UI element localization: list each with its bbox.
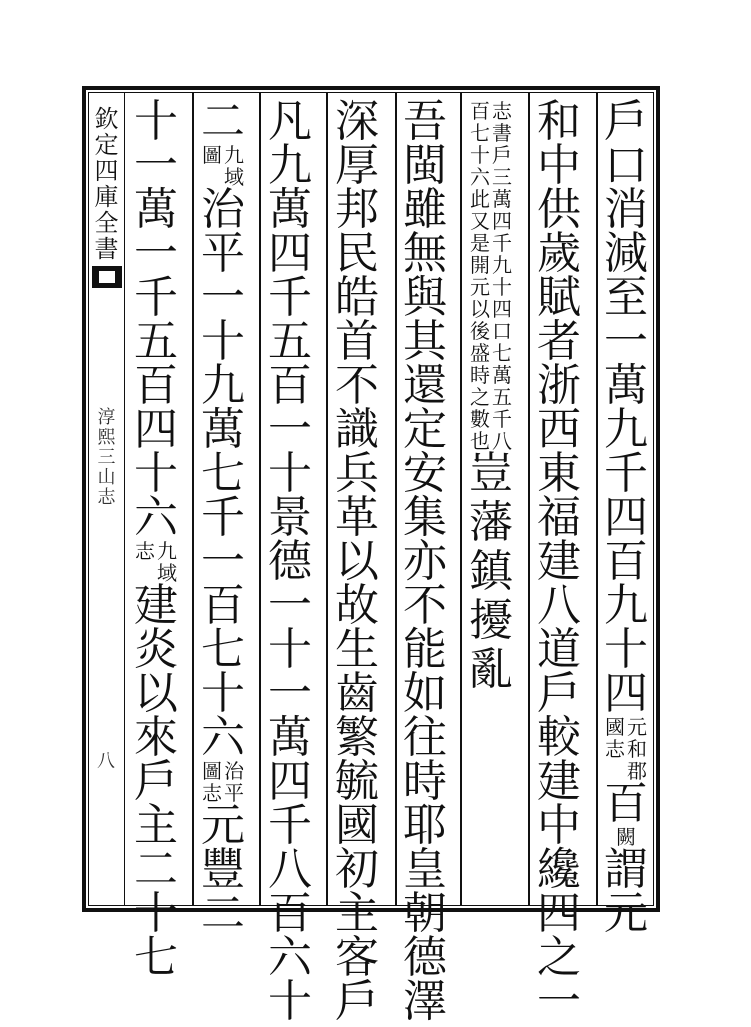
annotation-char: 數 [470, 407, 490, 431]
main-text-char: 七 [201, 624, 245, 675]
text-column-6 [262, 96, 318, 1027]
main-text-char: 謂 [604, 844, 648, 895]
main-text-char: 百 [134, 360, 178, 411]
main-text-char: 能 [403, 624, 447, 675]
section-title-char: 志 [97, 487, 116, 508]
main-text-char: 雖 [403, 184, 447, 235]
main-text-char: 賦 [537, 272, 581, 323]
page-number [89, 752, 123, 772]
book-title-char: 庫 [94, 183, 119, 211]
main-text-char: 炎 [134, 624, 178, 675]
main-text-char: 較 [537, 712, 581, 763]
main-text-char: 首 [335, 316, 379, 367]
annotation-char: 戶 [492, 143, 512, 167]
section-title [89, 408, 124, 508]
main-text-char: 齒 [335, 668, 379, 719]
main-text-char: 十 [268, 976, 312, 1027]
column-rule [259, 93, 261, 905]
text-column-3 [463, 100, 519, 900]
annotation-line [224, 760, 244, 804]
book-title-char: 定 [94, 131, 119, 159]
main-text-char: 九 [604, 580, 648, 631]
main-text-char: 二 [134, 844, 178, 895]
main-text-char: 生 [335, 624, 379, 675]
annotation-line [135, 540, 155, 584]
main-text-char: 無 [403, 228, 447, 279]
main-text-char: 不 [403, 580, 447, 631]
annotation-char: 又 [470, 209, 490, 233]
annotation-char: 七 [492, 341, 512, 365]
main-text-char: 九 [604, 404, 648, 455]
main-text-char: 往 [403, 712, 447, 763]
annotation-char: 千 [492, 231, 512, 255]
main-text-char: 戶 [335, 976, 379, 1027]
book-title-char: 欽 [94, 105, 119, 133]
main-text-char: 皇 [403, 844, 447, 895]
main-text-char: 戶 [537, 668, 581, 719]
main-text-char: 六 [134, 492, 178, 543]
main-text-char: 故 [335, 580, 379, 631]
annotation-char: 百 [470, 99, 490, 123]
annotation-char: 後 [470, 319, 490, 343]
main-text-char: 萬 [268, 184, 312, 235]
main-text-char: 七 [134, 932, 178, 983]
main-text-char: 四 [268, 228, 312, 279]
section-title-char: 熙 [97, 427, 116, 448]
main-text-char: 供 [537, 184, 581, 235]
margin-column [89, 92, 125, 906]
main-text-char: 萬 [268, 712, 312, 763]
text-column-1 [598, 96, 654, 939]
main-text-char: 者 [537, 316, 581, 367]
main-text-char: 凡 [268, 96, 312, 147]
annotation-note [202, 144, 244, 188]
annotation-char: 平 [224, 781, 244, 805]
main-text-char: 纔 [537, 844, 581, 895]
annotation-char: 志 [202, 781, 222, 805]
main-text-char: 百 [604, 536, 648, 587]
main-text-char: 千 [268, 272, 312, 323]
main-text-char: 四 [537, 888, 581, 939]
main-text-char: 十 [604, 624, 648, 675]
main-text-char: 八 [268, 844, 312, 895]
annotation-char: 以 [470, 297, 490, 321]
page-number-char: 八 [97, 751, 115, 772]
book-title [89, 106, 124, 262]
section-title-char: 淳 [97, 407, 116, 428]
main-text-char: 不 [335, 360, 379, 411]
main-text-char: 八 [537, 580, 581, 631]
main-text-char: 繁 [335, 712, 379, 763]
main-text-char: 二 [201, 888, 245, 939]
main-text-char: 德 [268, 536, 312, 587]
main-text-char: 治 [201, 184, 245, 235]
text-column-5 [329, 96, 385, 1027]
text-column-7 [195, 96, 251, 939]
annotation-line [202, 760, 222, 804]
annotation-char: 時 [470, 363, 490, 387]
main-text-char: 以 [335, 536, 379, 587]
main-text-char: 革 [335, 492, 379, 543]
annotation-char: 萬 [492, 187, 512, 211]
annotation-char: 圖 [202, 759, 222, 783]
annotation-char: 八 [492, 429, 512, 453]
main-text-char: 一 [268, 580, 312, 631]
main-text-char: 亂 [469, 644, 513, 695]
main-text-char: 百 [201, 580, 245, 631]
main-text-char: 還 [403, 360, 447, 411]
book-title-char: 書 [94, 235, 119, 263]
main-text-char: 朝 [403, 888, 447, 939]
main-text-char: 建 [134, 580, 178, 631]
main-text-char: 識 [335, 404, 379, 455]
annotation-char: 國 [605, 715, 625, 739]
annotation-char: 四 [492, 297, 512, 321]
main-text-char: 安 [403, 448, 447, 499]
text-column-4 [397, 96, 453, 1027]
annotation-char: 闕 [616, 825, 636, 849]
annotation-char: 書 [492, 121, 512, 145]
main-text-char: 千 [201, 492, 245, 543]
main-text-char: 元 [201, 800, 245, 851]
main-text-char: 六 [201, 712, 245, 763]
main-text-char: 四 [134, 404, 178, 455]
main-text-char: 四 [604, 668, 648, 719]
main-text-char: 與 [403, 272, 447, 323]
main-text-char: 萬 [604, 360, 648, 411]
annotation-note [135, 540, 177, 584]
main-text-char: 之 [537, 932, 581, 983]
main-text-char: 十 [201, 316, 245, 367]
main-text-char: 道 [537, 624, 581, 675]
main-text-char: 民 [335, 228, 379, 279]
main-text-char: 平 [201, 228, 245, 279]
main-text-char: 豈 [469, 448, 513, 499]
annotation-line [605, 716, 625, 782]
main-text-char: 萬 [134, 184, 178, 235]
annotation-char: 七 [470, 121, 490, 145]
main-text-char: 吾 [403, 96, 447, 147]
fish-tail-mark-icon [92, 266, 122, 288]
main-text-char: 十 [268, 624, 312, 675]
main-text-char: 中 [537, 800, 581, 851]
main-text-char: 口 [604, 140, 648, 191]
annotation-char: 域 [224, 165, 244, 189]
annotation-char: 盛 [470, 341, 490, 365]
main-text-char: 景 [268, 492, 312, 543]
main-text-char: 百 [268, 360, 312, 411]
main-text-char: 百 [268, 888, 312, 939]
annotation-line [470, 100, 490, 452]
main-text-char: 集 [403, 492, 447, 543]
main-text-char: 毓 [335, 756, 379, 807]
annotation-line [202, 144, 222, 188]
main-text-char: 二 [201, 96, 245, 147]
main-text-char: 一 [201, 272, 245, 323]
annotation-char: 九 [224, 143, 244, 167]
annotation-char: 萬 [492, 363, 512, 387]
main-text-char: 和 [537, 96, 581, 147]
annotation-char: 千 [492, 407, 512, 431]
annotation-char: 九 [157, 539, 177, 563]
annotation-char: 是 [470, 231, 490, 255]
main-text-char: 四 [604, 492, 648, 543]
annotation-line [492, 100, 512, 452]
annotation-note [202, 760, 244, 804]
main-text-char: 十 [268, 448, 312, 499]
main-text-char: 建 [537, 756, 581, 807]
main-text-char: 國 [335, 800, 379, 851]
main-text-char: 七 [201, 448, 245, 499]
main-text-char: 主 [335, 888, 379, 939]
annotation-line [157, 540, 177, 584]
main-text-char: 千 [134, 272, 178, 323]
annotation-char: 和 [627, 737, 647, 761]
main-text-char: 一 [268, 404, 312, 455]
annotation-char: 元 [627, 715, 647, 739]
main-text-char: 建 [537, 536, 581, 587]
section-title-char: 山 [97, 467, 116, 488]
annotation-char: 志 [605, 737, 625, 761]
main-text-char: 戶 [134, 756, 178, 807]
main-text-char: 澤 [403, 976, 447, 1027]
annotation-char: 之 [470, 385, 490, 409]
main-text-char: 五 [134, 316, 178, 367]
text-column-2 [531, 96, 587, 1027]
main-text-char: 德 [403, 932, 447, 983]
main-text-char: 千 [268, 800, 312, 851]
annotation-char: 十 [470, 143, 490, 167]
main-text-char: 消 [604, 184, 648, 235]
text-column-8 [128, 96, 184, 983]
main-text-char: 百 [604, 778, 648, 829]
main-text-char: 至 [604, 272, 648, 323]
annotation-char: 此 [470, 187, 490, 211]
main-text-char: 定 [403, 404, 447, 455]
main-text-char: 皓 [335, 272, 379, 323]
main-text-char: 來 [134, 712, 178, 763]
main-text-char: 五 [268, 316, 312, 367]
section-title-char: 三 [97, 447, 116, 468]
annotation-char: 域 [157, 561, 177, 585]
main-text-char: 西 [537, 404, 581, 455]
annotation-char: 三 [492, 165, 512, 189]
main-text-char: 厚 [335, 140, 379, 191]
annotation-char: 志 [135, 539, 155, 563]
annotation-line [627, 716, 647, 782]
main-text-char: 亦 [403, 536, 447, 587]
main-text-char: 藩 [469, 497, 513, 548]
main-text-char: 九 [268, 140, 312, 191]
annotation-char: 九 [492, 253, 512, 277]
main-text-char: 兵 [335, 448, 379, 499]
column-rule [192, 93, 194, 905]
annotation-char: 口 [492, 319, 512, 343]
main-text-char: 初 [335, 844, 379, 895]
main-text-char: 邦 [335, 184, 379, 235]
main-text-char: 一 [537, 976, 581, 1027]
main-text-char: 元 [604, 888, 648, 939]
column-rule [460, 93, 462, 905]
main-text-char: 福 [537, 492, 581, 543]
annotation-char: 治 [224, 759, 244, 783]
main-text-char: 一 [268, 668, 312, 719]
main-text-char: 減 [604, 228, 648, 279]
annotation-char: 開 [470, 253, 490, 277]
main-text-char: 鎮 [469, 546, 513, 597]
annotation-char: 也 [470, 429, 490, 453]
main-text-char: 客 [335, 932, 379, 983]
main-text-char: 中 [537, 140, 581, 191]
annotation-char: 元 [470, 275, 490, 299]
main-text-char: 時 [403, 756, 447, 807]
column-rule [326, 93, 328, 905]
main-text-char: 閩 [403, 140, 447, 191]
main-text-char: 六 [268, 932, 312, 983]
annotation-char: 志 [492, 99, 512, 123]
main-text-char: 耶 [403, 800, 447, 851]
book-title-char: 全 [94, 209, 119, 237]
main-text-char: 九 [201, 360, 245, 411]
main-text-char: 四 [268, 756, 312, 807]
main-text-char: 十 [134, 448, 178, 499]
main-text-char: 一 [134, 140, 178, 191]
main-text-char: 十 [134, 888, 178, 939]
main-text-char: 擾 [469, 595, 513, 646]
annotation-note [470, 100, 512, 452]
main-text-char: 十 [134, 96, 178, 147]
main-text-char: 一 [604, 316, 648, 367]
annotation-line [224, 144, 244, 188]
main-text-char: 深 [335, 96, 379, 147]
annotation-char: 四 [492, 209, 512, 233]
main-text-char: 歲 [537, 228, 581, 279]
book-title-char: 四 [94, 157, 119, 185]
main-text-char: 浙 [537, 360, 581, 411]
annotation-char: 十 [492, 275, 512, 299]
main-text-char: 萬 [201, 404, 245, 455]
annotation-note [605, 716, 647, 782]
main-text-char: 十 [201, 668, 245, 719]
column-rule [528, 93, 530, 905]
annotation-char: 六 [470, 165, 490, 189]
main-text-char: 豐 [201, 844, 245, 895]
main-text-char: 如 [403, 668, 447, 719]
main-text-char: 千 [604, 448, 648, 499]
main-text-char: 東 [537, 448, 581, 499]
annotation-char: 五 [492, 385, 512, 409]
main-text-char: 戶 [604, 96, 648, 147]
annotation-char: 圖 [202, 143, 222, 167]
main-text-char: 以 [134, 668, 178, 719]
main-text-char: 一 [134, 228, 178, 279]
main-text-char: 一 [201, 536, 245, 587]
main-text-char: 其 [403, 316, 447, 367]
main-text-char: 主 [134, 800, 178, 851]
annotation-char: 郡 [627, 759, 647, 783]
